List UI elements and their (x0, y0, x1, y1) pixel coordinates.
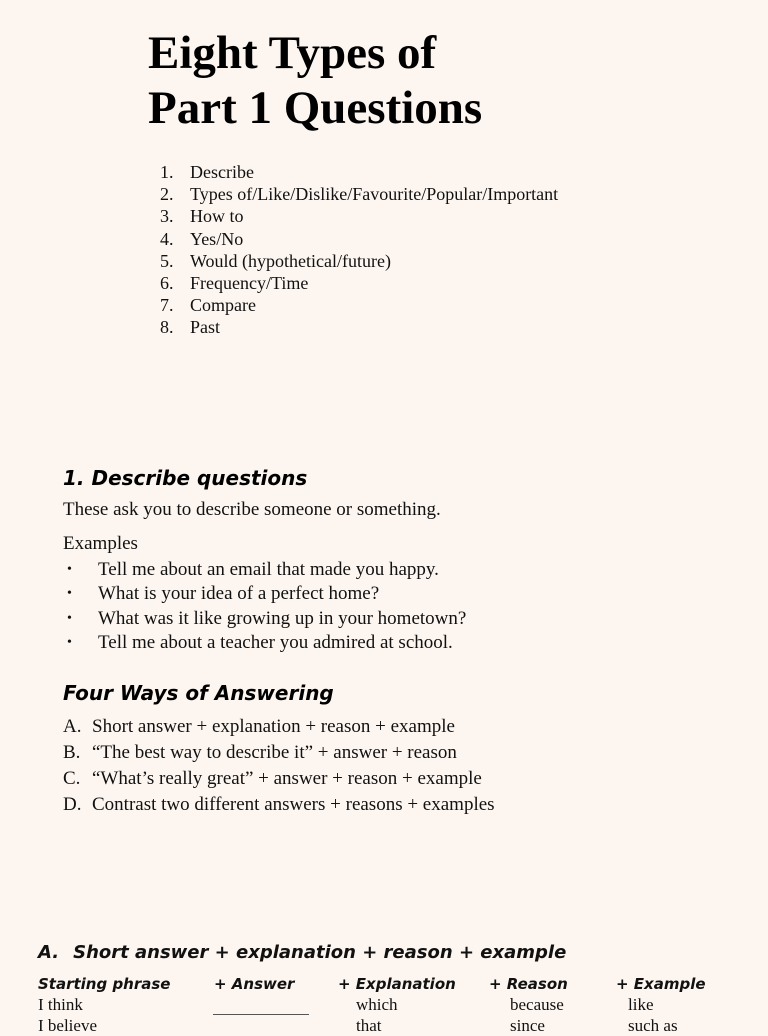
column-header-reason: + Reason (489, 975, 568, 993)
bullet-icon: • (67, 562, 72, 577)
column-header-answer: + Answer (214, 975, 295, 993)
list-item: 3. How to (160, 206, 244, 227)
title-line-2: Part 1 Questions (148, 82, 483, 134)
list-item: A. Short answer + explanation + reason + example (63, 716, 455, 737)
list-item: • What was it like growing up in your hometown? (63, 607, 466, 631)
list-item: D. Contrast two different answers + reasons + examples (63, 794, 495, 815)
list-item: 8. Past (160, 317, 221, 338)
list-item: like (628, 995, 654, 1014)
subsection-heading-a: A. Short answer + explanation + reason + example (38, 942, 567, 963)
list-item: because (510, 995, 564, 1014)
list-item: B. “The best way to describe it” + answer + reason (63, 742, 457, 763)
list-item: • Tell me about an email that made you happy. (63, 558, 466, 582)
bullet-icon: • (67, 610, 72, 626)
examples-list (63, 558, 466, 655)
list-item: 2. Types of/Like/Dislike/Favourite/Popular/Important (160, 184, 559, 205)
examples-label: Examples (63, 533, 138, 554)
bullet-icon: • (67, 634, 72, 650)
list-item: • What is your idea of a perfect home? (63, 582, 466, 606)
document-title (148, 26, 482, 136)
answer-blank-line (213, 996, 309, 1015)
example-column (628, 994, 678, 1036)
section-intro: These ask you to describe someone or something. (63, 499, 441, 520)
bullet-icon: • (67, 586, 72, 602)
list-item: 1. Describe (160, 162, 254, 182)
starting-phrase-column (38, 994, 97, 1036)
list-item: I believe (38, 1016, 97, 1035)
column-header-example: + Example (616, 975, 706, 993)
list-item: which (356, 995, 398, 1014)
list-item: C. “What’s really great” + answer + reason + example (63, 768, 482, 789)
explanation-column (356, 994, 398, 1036)
list-item: 7. Compare (160, 295, 256, 316)
list-item: I think (38, 995, 83, 1014)
list-item: since (510, 1016, 545, 1035)
column-header-explanation: + Explanation (338, 975, 456, 993)
list-item: • Tell me about a teacher you admired at school. (63, 631, 466, 655)
question-types-list (160, 161, 558, 339)
list-item: that (356, 1016, 382, 1035)
reason-column (510, 994, 564, 1036)
list-item: such as (628, 1016, 678, 1035)
answer-column (213, 996, 309, 1020)
list-item: 5. Would (hypothetical/future) (160, 250, 391, 271)
answer-ways-list (63, 714, 495, 818)
list-item: 4. Yes/No (160, 228, 244, 249)
title-line-1: Eight Types of (148, 27, 437, 79)
section-heading-four-ways: Four Ways of Answering (63, 681, 334, 705)
list-item: 6. Frequency/Time (160, 273, 309, 294)
section-heading-describe: 1. Describe questions (63, 466, 308, 490)
column-header-starting-phrase: Starting phrase (38, 975, 171, 993)
